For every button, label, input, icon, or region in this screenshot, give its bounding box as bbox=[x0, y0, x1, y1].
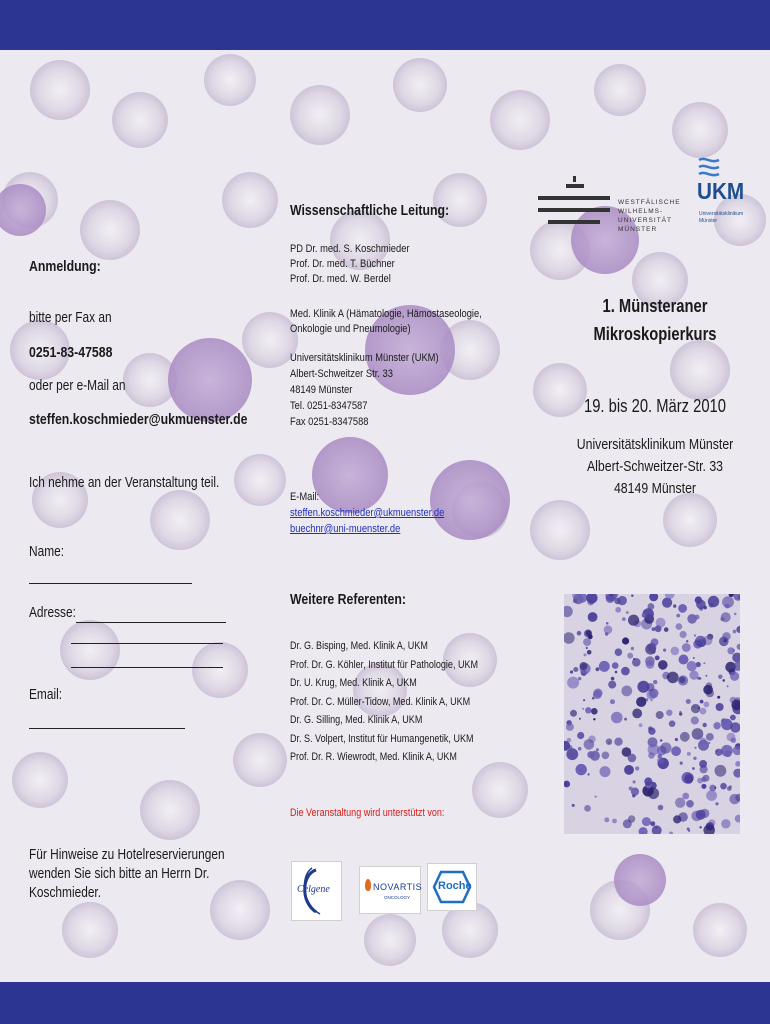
referent-5: Dr. G. Silling, Med. Klinik A, UKM bbox=[290, 714, 423, 726]
novartis-text: NOVARTIS bbox=[373, 882, 423, 892]
email-link-koschmieder[interactable]: steffen.koschmieder@ukmuenster.de bbox=[290, 507, 445, 519]
klinik-text bbox=[290, 307, 482, 337]
clinic-address bbox=[290, 350, 439, 430]
referent-6: Dr. S. Volpert, Institut für Humangenetik, UKM bbox=[290, 732, 474, 745]
klinik-line-1: Med. Klinik A (Hämatologie, Hämostaseologie, bbox=[290, 308, 482, 320]
referent-3: Dr. U. Krug, Med. Klinik A, UKM bbox=[290, 677, 417, 689]
ukm-sub-1: Universitätsklinikum bbox=[699, 211, 744, 217]
wwu-line-1: WESTFÄLISCHE bbox=[618, 199, 681, 206]
referenten-heading: Weitere Referenten: bbox=[290, 591, 406, 608]
hotel-note-line-1: Für Hinweise zu Hotelreservierungen bbox=[29, 847, 225, 863]
address-field-1[interactable] bbox=[76, 621, 226, 623]
hotel-note bbox=[29, 846, 225, 903]
leiter-3: Prof. Dr. med. W. Berdel bbox=[290, 273, 391, 285]
wwu-building-icon bbox=[538, 176, 618, 228]
address-field-3[interactable] bbox=[71, 666, 223, 668]
wwu-text bbox=[618, 198, 698, 234]
address-line-4: Tel. 0251-8347587 bbox=[290, 400, 368, 412]
ukm-sub-2: Münster bbox=[699, 218, 718, 224]
leitung-heading: Wissenschaftliche Leitung: bbox=[290, 202, 450, 219]
date-text: 19. bis 20. März 2010 bbox=[584, 396, 726, 416]
registration-heading: Anmeldung: bbox=[29, 258, 101, 275]
wwu-logo bbox=[538, 176, 698, 233]
address-line-1: Universitätsklinikum Münster (UKM) bbox=[290, 352, 439, 364]
name-label: Name: bbox=[29, 544, 65, 560]
bottom-band bbox=[0, 982, 770, 1024]
email-link-buechner[interactable]: buechnr@uni-muenster.de bbox=[290, 523, 401, 535]
sponsor-note: Die Veranstaltung wird unterstützt von: bbox=[290, 807, 445, 819]
title-line-2: Mikroskopierkurs bbox=[593, 324, 717, 344]
address-line-3: 48149 Münster bbox=[290, 384, 353, 396]
referent-7: Prof. Dr. R. Wiewrodt, Med. Klinik A, UKM bbox=[290, 751, 457, 763]
email-label: Email: bbox=[29, 687, 63, 703]
novartis-flame-icon bbox=[365, 879, 371, 891]
leiter-list bbox=[290, 242, 410, 287]
confirmation-text: Ich nehme an der Veranstaltung teil. bbox=[29, 475, 220, 491]
ukm-wordmark: UKM bbox=[697, 178, 745, 204]
wwu-line-3: MÜNSTER bbox=[618, 226, 658, 233]
address-line-5: Fax 0251-8347588 bbox=[290, 416, 369, 428]
hotel-note-line-3: Koschmieder. bbox=[29, 885, 102, 901]
leiter-2: Prof. Dr. med. T. Büchner bbox=[290, 258, 395, 270]
contact-emails bbox=[290, 489, 444, 537]
address-field-2[interactable] bbox=[71, 642, 223, 644]
venue-line-3: 48149 Münster bbox=[613, 480, 697, 497]
course-title bbox=[540, 292, 770, 348]
celgene-logo bbox=[291, 861, 342, 921]
klinik-line-2: Onkologie und Pneumologie) bbox=[290, 323, 411, 335]
novartis-logo bbox=[359, 866, 421, 914]
celgene-text: Celgene bbox=[297, 884, 330, 895]
roche-logo bbox=[427, 863, 477, 911]
email-intro: oder per e-Mail an bbox=[29, 378, 126, 394]
referent-2: Prof. Dr. G. Köhler, Institut für Pathologie, UKM bbox=[290, 658, 478, 671]
referent-1: Dr. G. Bisping, Med. Klinik A, UKM bbox=[290, 640, 428, 652]
name-field[interactable] bbox=[29, 582, 192, 584]
registration-panel bbox=[29, 258, 259, 275]
address-label: Adresse: bbox=[29, 605, 76, 621]
registration-email[interactable]: steffen.koschmieder@ukmuenster.de bbox=[29, 411, 248, 428]
venue-line-1: Universitätsklinikum Münster bbox=[576, 436, 734, 453]
leiter-1: PD Dr. med. S. Koschmieder bbox=[290, 243, 410, 255]
top-band bbox=[0, 0, 770, 50]
address-line-2: Albert-Schweitzer Str. 33 bbox=[290, 368, 393, 380]
title-line-1: 1. Münsteraner bbox=[602, 296, 708, 316]
novartis-oncology-text: ONCOLOGY bbox=[384, 895, 411, 900]
ukm-sub bbox=[699, 211, 743, 225]
roche-text: Roche bbox=[438, 880, 472, 892]
ukm-logo bbox=[697, 156, 757, 236]
micrograph-image bbox=[564, 594, 740, 834]
ukm-wave-icon bbox=[697, 156, 721, 178]
email-field[interactable] bbox=[29, 727, 185, 729]
course-date bbox=[540, 396, 770, 417]
fax-intro: bitte per Fax an bbox=[29, 310, 112, 326]
referenten-list bbox=[290, 637, 478, 767]
fax-number: 0251-83-47588 bbox=[29, 344, 113, 361]
hotel-note-line-2: wenden Sie sich bitte an Herrn Dr. bbox=[29, 866, 210, 882]
venue-line-2: Albert-Schweitzer-Str. 33 bbox=[586, 458, 724, 475]
referent-4: Prof. Dr. C. Müller-Tidow, Med. Klinik A, UKM bbox=[290, 695, 471, 708]
wwu-line-2: WILHELMS-UNIVERSITÄT bbox=[618, 208, 672, 224]
venue bbox=[540, 434, 770, 500]
email-heading: E-Mail: bbox=[290, 491, 320, 503]
